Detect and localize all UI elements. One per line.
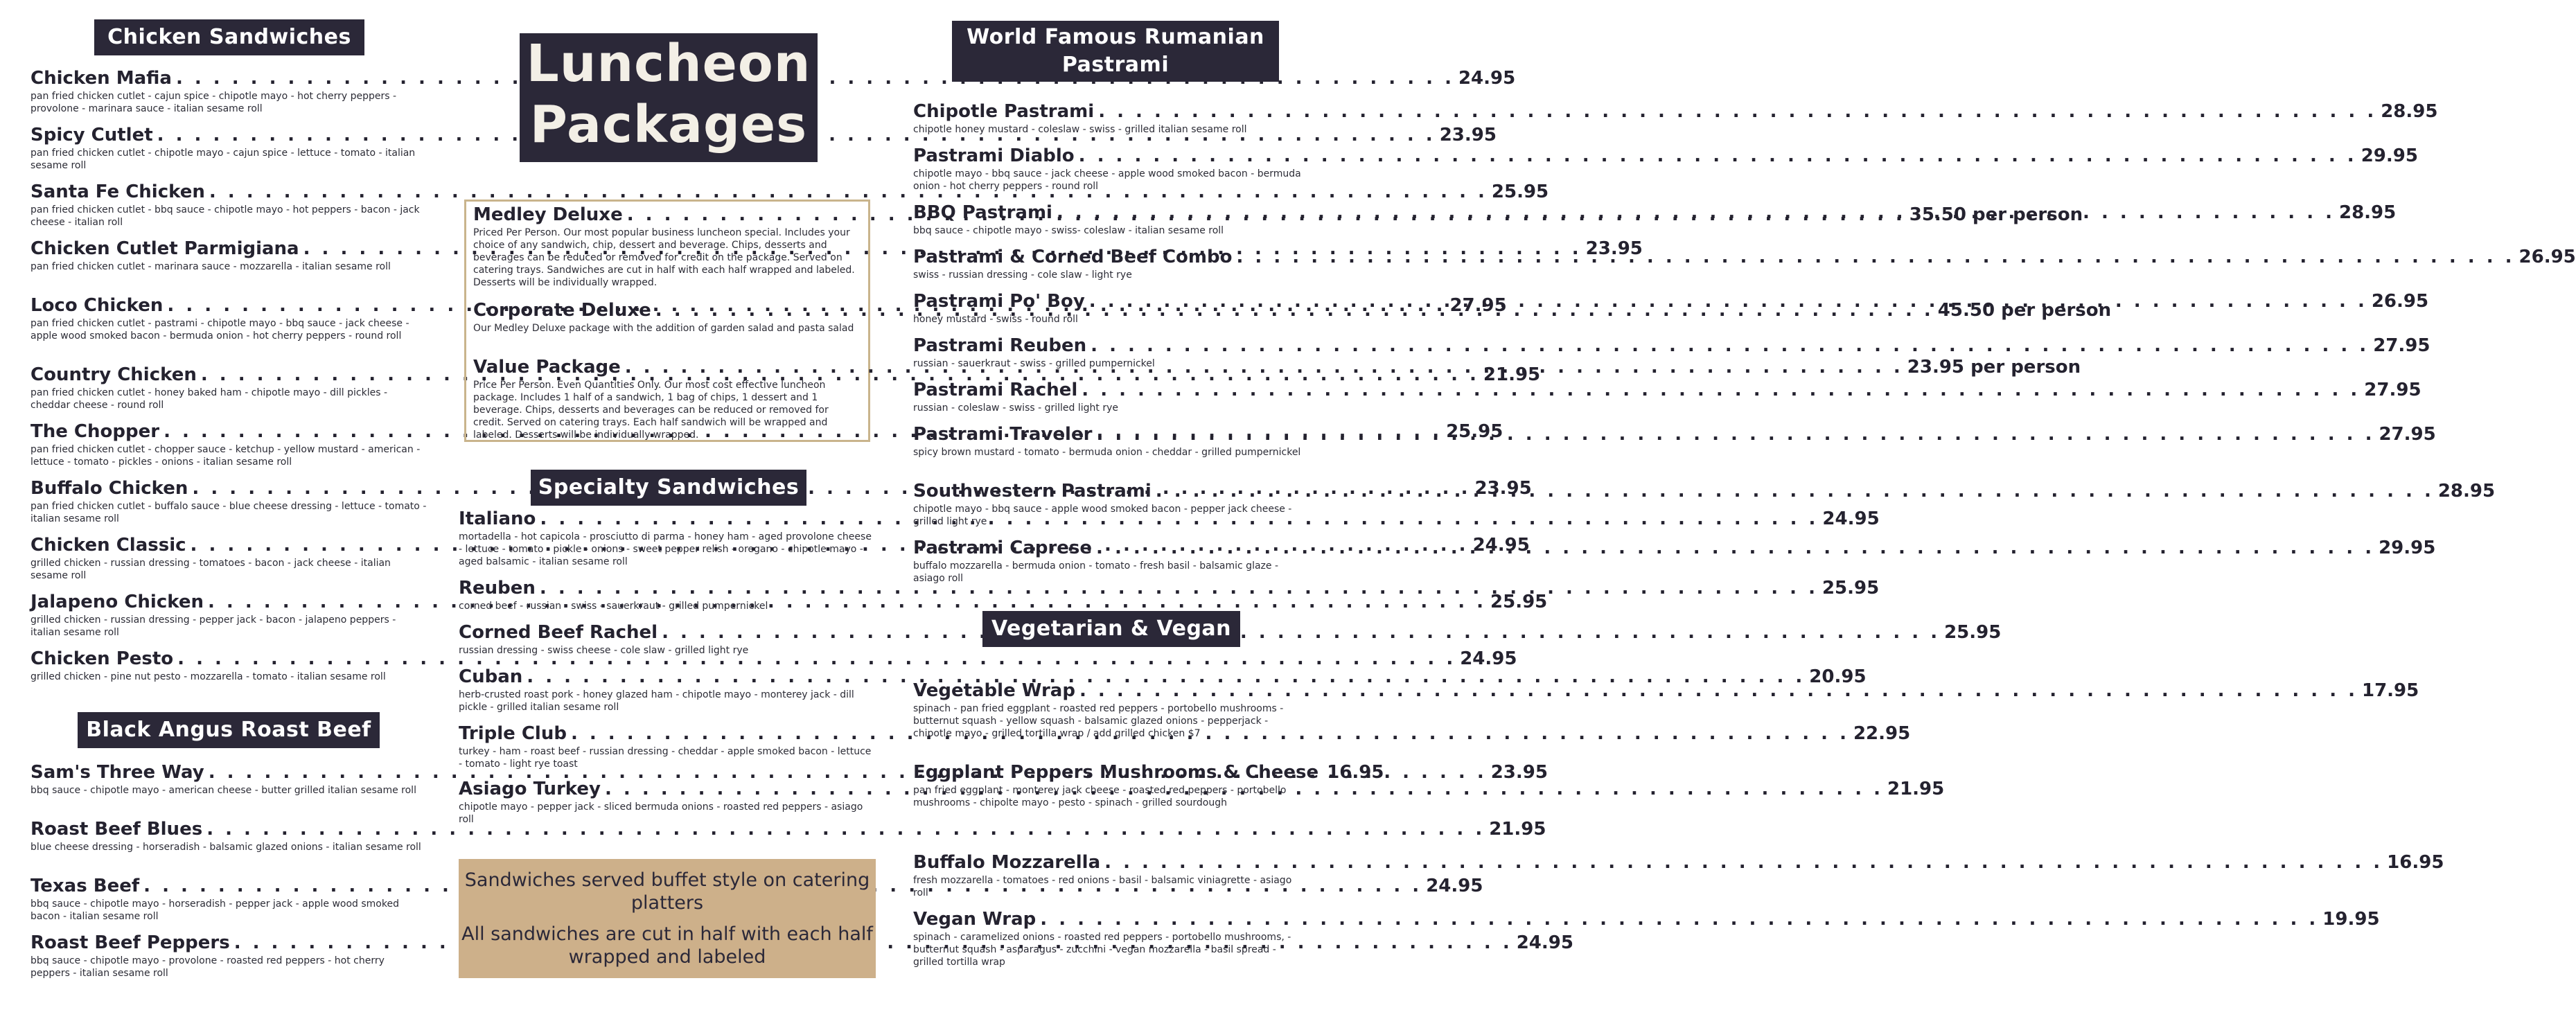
menu-item-name: Medley Deluxe <box>473 204 623 225</box>
menu-item-description: chipotle mayo - bbq sauce - apple wood smoked bacon - pepper jack cheese - grilled light rye <box>913 504 1292 527</box>
menu-item-name: Chicken Classic <box>30 535 186 556</box>
menu-item-name: Vegan Wrap <box>913 909 1036 930</box>
menu-item-name: Southwestern Pastrami <box>913 481 1152 502</box>
menu-item-price: 22.95 <box>1853 723 1911 744</box>
menu-item <box>459 578 1880 612</box>
menu-item-price: 24.95 <box>1458 68 1516 89</box>
menu-item-price: 24.95 <box>1460 648 1517 669</box>
menu-item-name: Roast Beef Blues <box>30 819 203 840</box>
menu-item-description: bbq sauce - chipotle mayo - horseradish - pepper jack - apple wood smoked bacon - italian sesame roll <box>30 898 399 922</box>
menu-item-price: 19.95 <box>2322 909 2380 930</box>
menu-item-name: Buffalo Chicken <box>30 478 188 499</box>
menu-item-price: 25.95 <box>1491 181 1549 202</box>
menu-item-description: pan fried chicken cutlet - marinara sauce - mozzarella - italian sesame roll <box>30 261 391 272</box>
dot-leader <box>1098 101 2376 122</box>
black-angus-heading: Black Angus Roast Beef <box>78 712 380 748</box>
menu-item-price: 20.95 <box>1809 666 1867 687</box>
specialty-sandwiches-heading: Specialty Sandwiches <box>531 470 806 506</box>
menu-item-price: 27.95 <box>2364 380 2421 400</box>
dot-leader <box>1079 145 2357 166</box>
menu-item-price: 24.95 <box>1516 932 1573 953</box>
menu-item <box>30 819 1546 853</box>
menu-item-header <box>30 819 1546 840</box>
menu-item-header <box>30 181 1549 202</box>
menu-item-description: mortadella - hot capicola - prosciutto di parma - honey ham - aged provolone cheese - lettuce - tomato - pickle - onions - sweet pepper relish - oregano - chipotle mayo - aged balsamic - italian sesame roll <box>459 531 872 567</box>
menu-item-name: Loco Chicken <box>30 295 164 316</box>
menu-item <box>913 762 1384 809</box>
menu-item-name: Sam's Three Way <box>30 762 204 783</box>
menu-item-price: 45.50 per person <box>1937 300 2112 321</box>
menu-item-header <box>913 145 2418 166</box>
menu-item-price: 23.95 <box>1585 238 1643 259</box>
menu-item-price: 24.95 <box>1472 535 1530 556</box>
chicken-sandwiches-heading: Chicken Sandwiches <box>94 19 364 55</box>
menu-item-description: bbq sauce - chipotle mayo - swiss- coleslaw - italian sesame roll <box>913 225 1224 236</box>
menu-item-price: 29.95 <box>2361 145 2418 166</box>
menu-item-name: Pastrami Traveler <box>913 424 1093 445</box>
menu-item-price: 17.95 <box>2362 680 2419 701</box>
menu-item-price: 24.95 <box>1822 508 1880 529</box>
menu-item-name: Spicy Cutlet <box>30 125 153 145</box>
menu-item-description: chipotle mayo - bbq sauce - jack cheese - apple wood smoked bacon - bermuda onion - hot cherry peppers - round roll <box>913 168 1301 192</box>
menu-item-name: Santa Fe Chicken <box>30 181 205 202</box>
menu-item-description: pan fried chicken cutlet - chopper sauce - ketchup - yellow mustard - american - lettuce - tomato - pickles - onions - italian sesame roll <box>30 444 421 468</box>
menu-item-name: Pastrami & Corned Beef Combo <box>913 247 1233 267</box>
menu-item-price: 27.95 <box>2373 335 2431 356</box>
menu-item-name: Cuban <box>459 666 523 687</box>
menu-item-price: 25.95 <box>1821 578 1880 599</box>
menu-item-price: 26.95 <box>2371 291 2429 312</box>
page-title: Luncheon Packages <box>520 33 818 162</box>
menu-item-name: Jalapeno Chicken <box>30 592 204 612</box>
menu-item-header <box>913 680 2419 701</box>
menu-item-price: 23.95 <box>1439 125 1497 145</box>
menu-item-name: Chipotle Pastrami <box>913 101 1095 122</box>
menu-item-description: russian dressing - swiss cheese - cole slaw - grilled light rye <box>459 645 749 656</box>
menu-item-price: 23.95 per person <box>1907 357 2081 378</box>
menu-item-price: 35.50 per person <box>1909 204 2083 225</box>
catering-note <box>459 859 876 978</box>
menu-item <box>913 380 2421 414</box>
menu-item-description: spicy brown mustard - tomato - bermuda onion - cheddar - grilled pumpernickel <box>913 447 1301 458</box>
dot-leader <box>1089 291 2367 312</box>
dot-leader <box>1091 335 2369 356</box>
menu-item-price: 28.95 <box>2339 202 2397 223</box>
menu-item-header <box>913 380 2421 400</box>
menu-item-header <box>913 762 1384 783</box>
menu-item-description: buffalo mozzarella - bermuda onion - tomato - fresh basil - balsamic glaze - asiago roll <box>913 560 1278 584</box>
menu-item-price: 27.95 <box>1449 295 1507 316</box>
menu-item-price: 16.95 <box>2387 852 2444 873</box>
menu-item-name: Pastrami Po' Boy <box>913 291 1085 312</box>
menu-item-description: corned beef - russian - swiss - sauerkraut - grilled pumpernickel <box>459 601 768 612</box>
menu-item-description: russian - sauerkraut - swiss - grilled pumpernickel <box>913 358 1155 369</box>
menu-item-description: grilled chicken - pine nut pesto - mozzarella - tomato - italian sesame roll <box>30 671 386 682</box>
menu-item-name: Triple Club <box>459 723 567 744</box>
menu-item-name: Chicken Mafia <box>30 68 172 89</box>
menu-item-description: Price Per Person. Even Quantities Only. Our most cost effective luncheon package. Includes 1 half of a sandwich, 1 bag of chips, 1 dessert and 1 beverage. Chips, desserts and beverages can be reduced or removed for credit. Served on catering trays. Each half sandwich will be wrapped and labeled. Desserts will be individually wrapped. <box>473 380 829 441</box>
menu-item-description: fresh mozzarella - tomatoes - red onions - basil - balsamic viniagrette - asiago roll <box>913 875 1292 898</box>
menu-item-price: 21.95 <box>1489 819 1546 840</box>
menu-item-description: pan fried chicken cutlet - chipotle mayo - cajun spice - lettuce - tomato - italian sesame roll <box>30 148 416 171</box>
menu-item-description: blue cheese dressing - horseradish - balsamic glazed onions - italian sesame roll <box>30 842 421 853</box>
menu-item-header <box>913 335 2431 356</box>
dot-leader <box>662 622 1940 643</box>
dot-leader <box>1057 202 2335 223</box>
menu-item-name: Chicken Cutlet Parmigiana <box>30 238 299 259</box>
dot-leader <box>1156 481 2434 502</box>
pastrami-heading: World Famous Rumanian Pastrami <box>952 21 1279 82</box>
vegetarian-vegan-heading: Vegetarian & Vegan <box>982 611 1240 647</box>
menu-item-name: Italiano <box>459 508 536 529</box>
dot-leader <box>1236 247 2514 267</box>
menu-item <box>459 723 1911 770</box>
menu-item-name: Corporate Deluxe <box>473 300 651 321</box>
menu-item-price: 28.95 <box>2381 101 2438 122</box>
menu-item-price: 27.95 <box>2379 424 2436 445</box>
dot-leader <box>1104 852 2383 873</box>
menu-item-price: 25.95 <box>1944 622 2002 643</box>
menu-item-description: honey mustard - swiss - round roll <box>913 314 1078 325</box>
menu-item-name: Vegetable Wrap <box>913 680 1075 701</box>
note-buffet: Sandwiches served buffet style on catering platters <box>464 869 870 914</box>
menu-item-description: bbq sauce - chipotle mayo - provolone - roasted red peppers - hot cherry peppers - italian sesame roll <box>30 955 385 979</box>
menu-item-name: Pastrami Caprese <box>913 538 1093 558</box>
menu-item-name: Roast Beef Peppers <box>30 932 230 953</box>
menu-item-description: pan fried chicken cutlet - cajun spice - chipotle mayo - hot cherry peppers - provolone - marinara sauce - italian sesame roll <box>30 91 397 114</box>
menu-item-header <box>913 852 2444 873</box>
menu-item-description: spinach - pan fried eggplant - roasted red peppers - portobello mushrooms - butternut squash - yellow squash - balsamic glazed onions - pepperjack - chipotle mayo - grilled tortilla wrap / add grilled chicken $7 <box>913 703 1284 739</box>
menu-item-price: 23.95 <box>1474 478 1532 499</box>
menu-item-price: 25.95 <box>1490 592 1548 612</box>
menu-item-description: Our Medley Deluxe package with the addition of garden salad and pasta salad <box>473 323 854 334</box>
menu-item-name: BBQ Pastrami <box>913 202 1052 223</box>
menu-item-name: Reuben <box>459 578 536 599</box>
dot-leader <box>1040 909 2318 930</box>
menu-item-price: 21.95 <box>1483 364 1541 385</box>
menu-item-header <box>459 578 1880 599</box>
menu-item-price: 25.95 <box>1446 421 1503 442</box>
menu-item-name: Eggplant Peppers Mushrooms & Cheese <box>913 762 1319 783</box>
menu-item-name: Value Package <box>473 357 621 378</box>
menu-item-description: swiss - russian dressing - cole slaw - light rye <box>913 269 1132 281</box>
note-cut-in-half: All sandwiches are cut in half with each half wrapped and labeled <box>461 923 873 968</box>
menu-item-header <box>30 68 1516 89</box>
menu-item-description: pan fried eggplant - monterey jack cheese - roasted red peppers - portobello mushrooms - chipolte mayo - pesto - spinach - grilled sourdough <box>913 785 1287 808</box>
menu-item-description: pan fried chicken cutlet - pastrami - chipotle mayo - bbq sauce - jack cheese - apple wood smoked bacon - bermuda onion - hot cherry peppers - round roll <box>30 318 409 342</box>
menu-item-description: pan fried chicken cutlet - buffalo sauce - blue cheese dressing - lettuce - tomato - italian sesame roll <box>30 501 427 524</box>
menu-item-name: Country Chicken <box>30 364 197 385</box>
menu-item-description: chipotle honey mustard - coleslaw - swiss - grilled italian sesame roll <box>913 124 1247 135</box>
dot-leader <box>1079 680 2358 701</box>
menu-item-name: Texas Beef <box>30 876 140 896</box>
menu-item-description: Priced Per Person. Our most popular business luncheon special. Includes your choice of any sandwich, chip, dessert and beverage. Chips, desserts and beverages can be reduced or removed for credit on the package. Served on catering trays. Sandwiches are cut in half with each half wrapped and labeled. Desserts will be individually wrapped. <box>473 227 855 288</box>
menu-item-price: 29.95 <box>2379 538 2436 558</box>
menu-item-name: Pastrami Reuben <box>913 335 1087 356</box>
menu-item-name: Chicken Pesto <box>30 648 174 669</box>
menu-item-description: pan fried chicken cutlet - honey baked ham - chipotle mayo - dill pickles - cheddar cheese - round roll <box>30 387 388 411</box>
dot-leader <box>1096 424 2374 445</box>
menu-item-price: 23.95 <box>1490 762 1548 783</box>
menu-item-description: spinach - caramelized onions - roasted red peppers - portobello mushrooms, - butternut squash - asparagus - zucchini - vegan mozzarella - basil spread - grilled tortilla wrap <box>913 932 1291 968</box>
dot-leader <box>1082 380 2360 400</box>
menu-item-description: grilled chicken - russian dressing - pepper jack - bacon - jalapeno peppers - italian sesame roll <box>30 614 396 638</box>
menu-item-name: Corned Beef Rachel <box>459 622 658 643</box>
dot-leader <box>1096 538 2374 558</box>
menu-item-price: 16.95 <box>1327 762 1384 783</box>
menu-item-name: Pastrami Diablo <box>913 145 1075 166</box>
menu-item-header <box>459 666 1867 687</box>
menu-item-price: 28.95 <box>2437 481 2496 502</box>
menu-item-price: 21.95 <box>1887 779 1945 799</box>
menu-item-name: The Chopper <box>30 421 160 442</box>
menu-item-description: turkey - ham - roast beef - russian dressing - cheddar - apple smoked bacon - lettuce - tomato - light rye toast <box>459 746 872 770</box>
menu-item-name: Pastrami Rachel <box>913 380 1078 400</box>
menu-item-price: 26.95 <box>2518 247 2576 267</box>
menu-item-header <box>913 101 2438 122</box>
menu-item-description: grilled chicken - russian dressing - tomatoes - bacon - jack cheese - italian sesame roll <box>30 558 391 581</box>
menu-item-description: bbq sauce - chipotle mayo - american cheese - butter grilled italian sesame roll <box>30 785 416 796</box>
menu-item-header <box>913 909 2380 930</box>
menu-item-price: 24.95 <box>1426 876 1483 896</box>
menu-item-description: herb-crusted roast pork - honey glazed ham - chipotle mayo - monterey jack - dill pickle - grilled italian sesame roll <box>459 689 854 713</box>
menu-item-description: chipotle mayo - pepper jack - sliced bermuda onions - roasted red peppers - asiago roll <box>459 801 863 825</box>
menu-item-description: pan fried chicken cutlet - bbq sauce - chipotle mayo - hot peppers - bacon - jack cheese - italian roll <box>30 204 420 228</box>
menu-item-name: Asiago Turkey <box>459 779 601 799</box>
menu-item-name: Buffalo Mozzarella <box>913 852 1101 873</box>
menu-item-description: russian - coleslaw - swiss - grilled light rye <box>913 402 1119 414</box>
menu-item-header <box>459 723 1911 744</box>
